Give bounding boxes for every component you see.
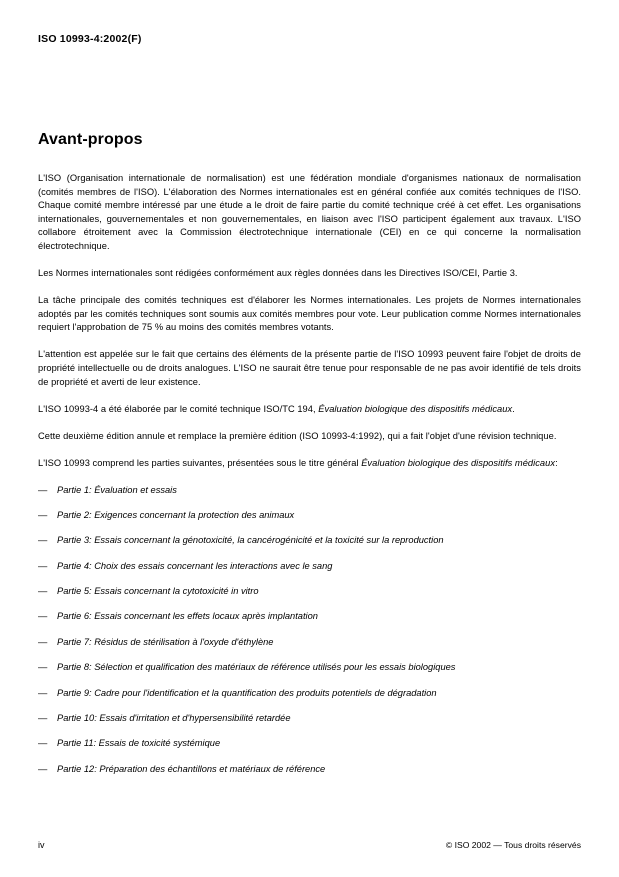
committee-origin-suffix: . xyxy=(512,403,515,414)
list-item-label: Partie 2: Exigences concernant la protection des animaux xyxy=(57,509,295,520)
list-item xyxy=(38,687,581,700)
general-title-italic: Évaluation biologique des dispositifs médicaux xyxy=(361,457,556,468)
parts-list xyxy=(38,484,581,776)
committee-origin-text: L'ISO 10993-4 a été élaborée par le comité technique ISO/TC 194, xyxy=(38,403,319,414)
list-item-label: Partie 7: Résidus de stérilisation à l'oxyde d'éthylène xyxy=(57,636,274,647)
parts-intro-suffix: : xyxy=(555,457,558,468)
list-item-label: Partie 6: Essais concernant les effets locaux après implantation xyxy=(57,611,318,622)
em-dash-marker-icon: — xyxy=(38,586,48,597)
list-item xyxy=(38,661,581,674)
list-item-label: Partie 12: Préparation des échantillons et matériaux de référence xyxy=(57,763,326,774)
em-dash-marker-icon: — xyxy=(38,763,48,774)
list-item xyxy=(38,636,581,649)
page-title: Avant-propos xyxy=(38,131,143,148)
list-item xyxy=(38,585,581,598)
em-dash-marker-icon: — xyxy=(38,713,48,724)
list-item-label: Partie 1: Évaluation et essais xyxy=(57,484,177,495)
list-item-label: Partie 3: Essais concernant la génotoxicité, la cancérogénicité et la toxicité sur la reproduction xyxy=(57,535,444,546)
em-dash-marker-icon: — xyxy=(38,611,48,622)
paragraph-committee-origin xyxy=(38,403,581,417)
page-number: iv xyxy=(38,840,45,850)
list-item xyxy=(38,737,581,750)
em-dash-marker-icon: — xyxy=(38,535,48,546)
em-dash-marker-icon: — xyxy=(38,560,48,571)
em-dash-marker-icon: — xyxy=(38,662,48,673)
list-item-label: Partie 11: Essais de toxicité systémique xyxy=(57,738,221,749)
paragraph-second-edition: Cette deuxième édition annule et remplace la première édition (ISO 10993-4:1992), qui a fait l'objet d'une révision technique. xyxy=(38,430,557,441)
paragraph-patent-rights: L'attention est appelée sur le fait que certains des éléments de la présente partie de l'ISO 10993 peuvent faire l'objet de droits de propriété intellectuelle ou de droits analogues. L'ISO ne saurait être tenue pour responsable de ne pas avoir identifié de tels droits de propriété et averti de leur existence. xyxy=(38,349,581,387)
list-item-label: Partie 10: Essais d'irritation et d'hypersensibilité retardée xyxy=(57,713,291,724)
list-item xyxy=(38,509,581,522)
page-content xyxy=(38,131,581,788)
list-item-label: Partie 4: Choix des essais concernant les interactions avec le sang xyxy=(57,560,333,571)
list-item-label: Partie 5: Essais concernant la cytotoxicité in vitro xyxy=(57,586,259,597)
list-item-label: Partie 8: Sélection et qualification des matériaux de référence utilisés pour les essais biologiques xyxy=(57,662,456,673)
page-footer xyxy=(38,840,581,850)
list-item xyxy=(38,534,581,547)
list-item xyxy=(38,484,581,497)
list-item xyxy=(38,712,581,725)
list-item xyxy=(38,610,581,623)
paragraph-parts-intro xyxy=(38,457,581,471)
em-dash-marker-icon: — xyxy=(38,687,48,698)
list-item xyxy=(38,560,581,573)
running-head: ISO 10993-4:2002(F) xyxy=(38,33,142,45)
parts-intro-text: L'ISO 10993 comprend les parties suivantes, présentées sous le titre général xyxy=(38,457,362,468)
list-item xyxy=(38,763,581,776)
paragraph-foreword-iso-description: L'ISO (Organisation internationale de normalisation) est une fédération mondiale d'organismes nationaux de normalisation (comités membres de l'ISO). L'élaboration des Normes internationales est en général confiée aux comités techniques de l'ISO. Chaque comité membre intéressé par une étude a le droit de faire partie du comité technique créé à cet effet. Les organisations internationales, gouvernementales et non gouvernementales, en liaison avec l'ISO participent également aux travaux. L'ISO collabore étroitement avec la Commission électrotechnique internationale (CEI) en ce qui concerne la normalisation électrotechnique. xyxy=(38,173,581,251)
em-dash-marker-icon: — xyxy=(38,484,48,495)
em-dash-marker-icon: — xyxy=(38,738,48,749)
paragraph-voting-approval: La tâche principale des comités techniques est d'élaborer les Normes internationales. Les projets de Normes internationales adoptés par les comités techniques sont soumis aux comités membres pour vote. Leur publication comme Normes internationales requiert l'approbation de 75 % au moins des comités membres votants. xyxy=(38,295,581,333)
list-item-label: Partie 9: Cadre pour l'identification et la quantification des produits potentiels de dégradation xyxy=(57,687,437,698)
em-dash-marker-icon: — xyxy=(38,509,48,520)
copyright-notice: © ISO 2002 — Tous droits réservés xyxy=(445,840,581,850)
paragraph-drafting-rules: Les Normes internationales sont rédigées conformément aux règles données dans les Directives ISO/CEI, Partie 3. xyxy=(38,268,518,279)
standard-title-italic: Évaluation biologique des dispositifs médicaux xyxy=(318,403,513,414)
em-dash-marker-icon: — xyxy=(38,636,48,647)
